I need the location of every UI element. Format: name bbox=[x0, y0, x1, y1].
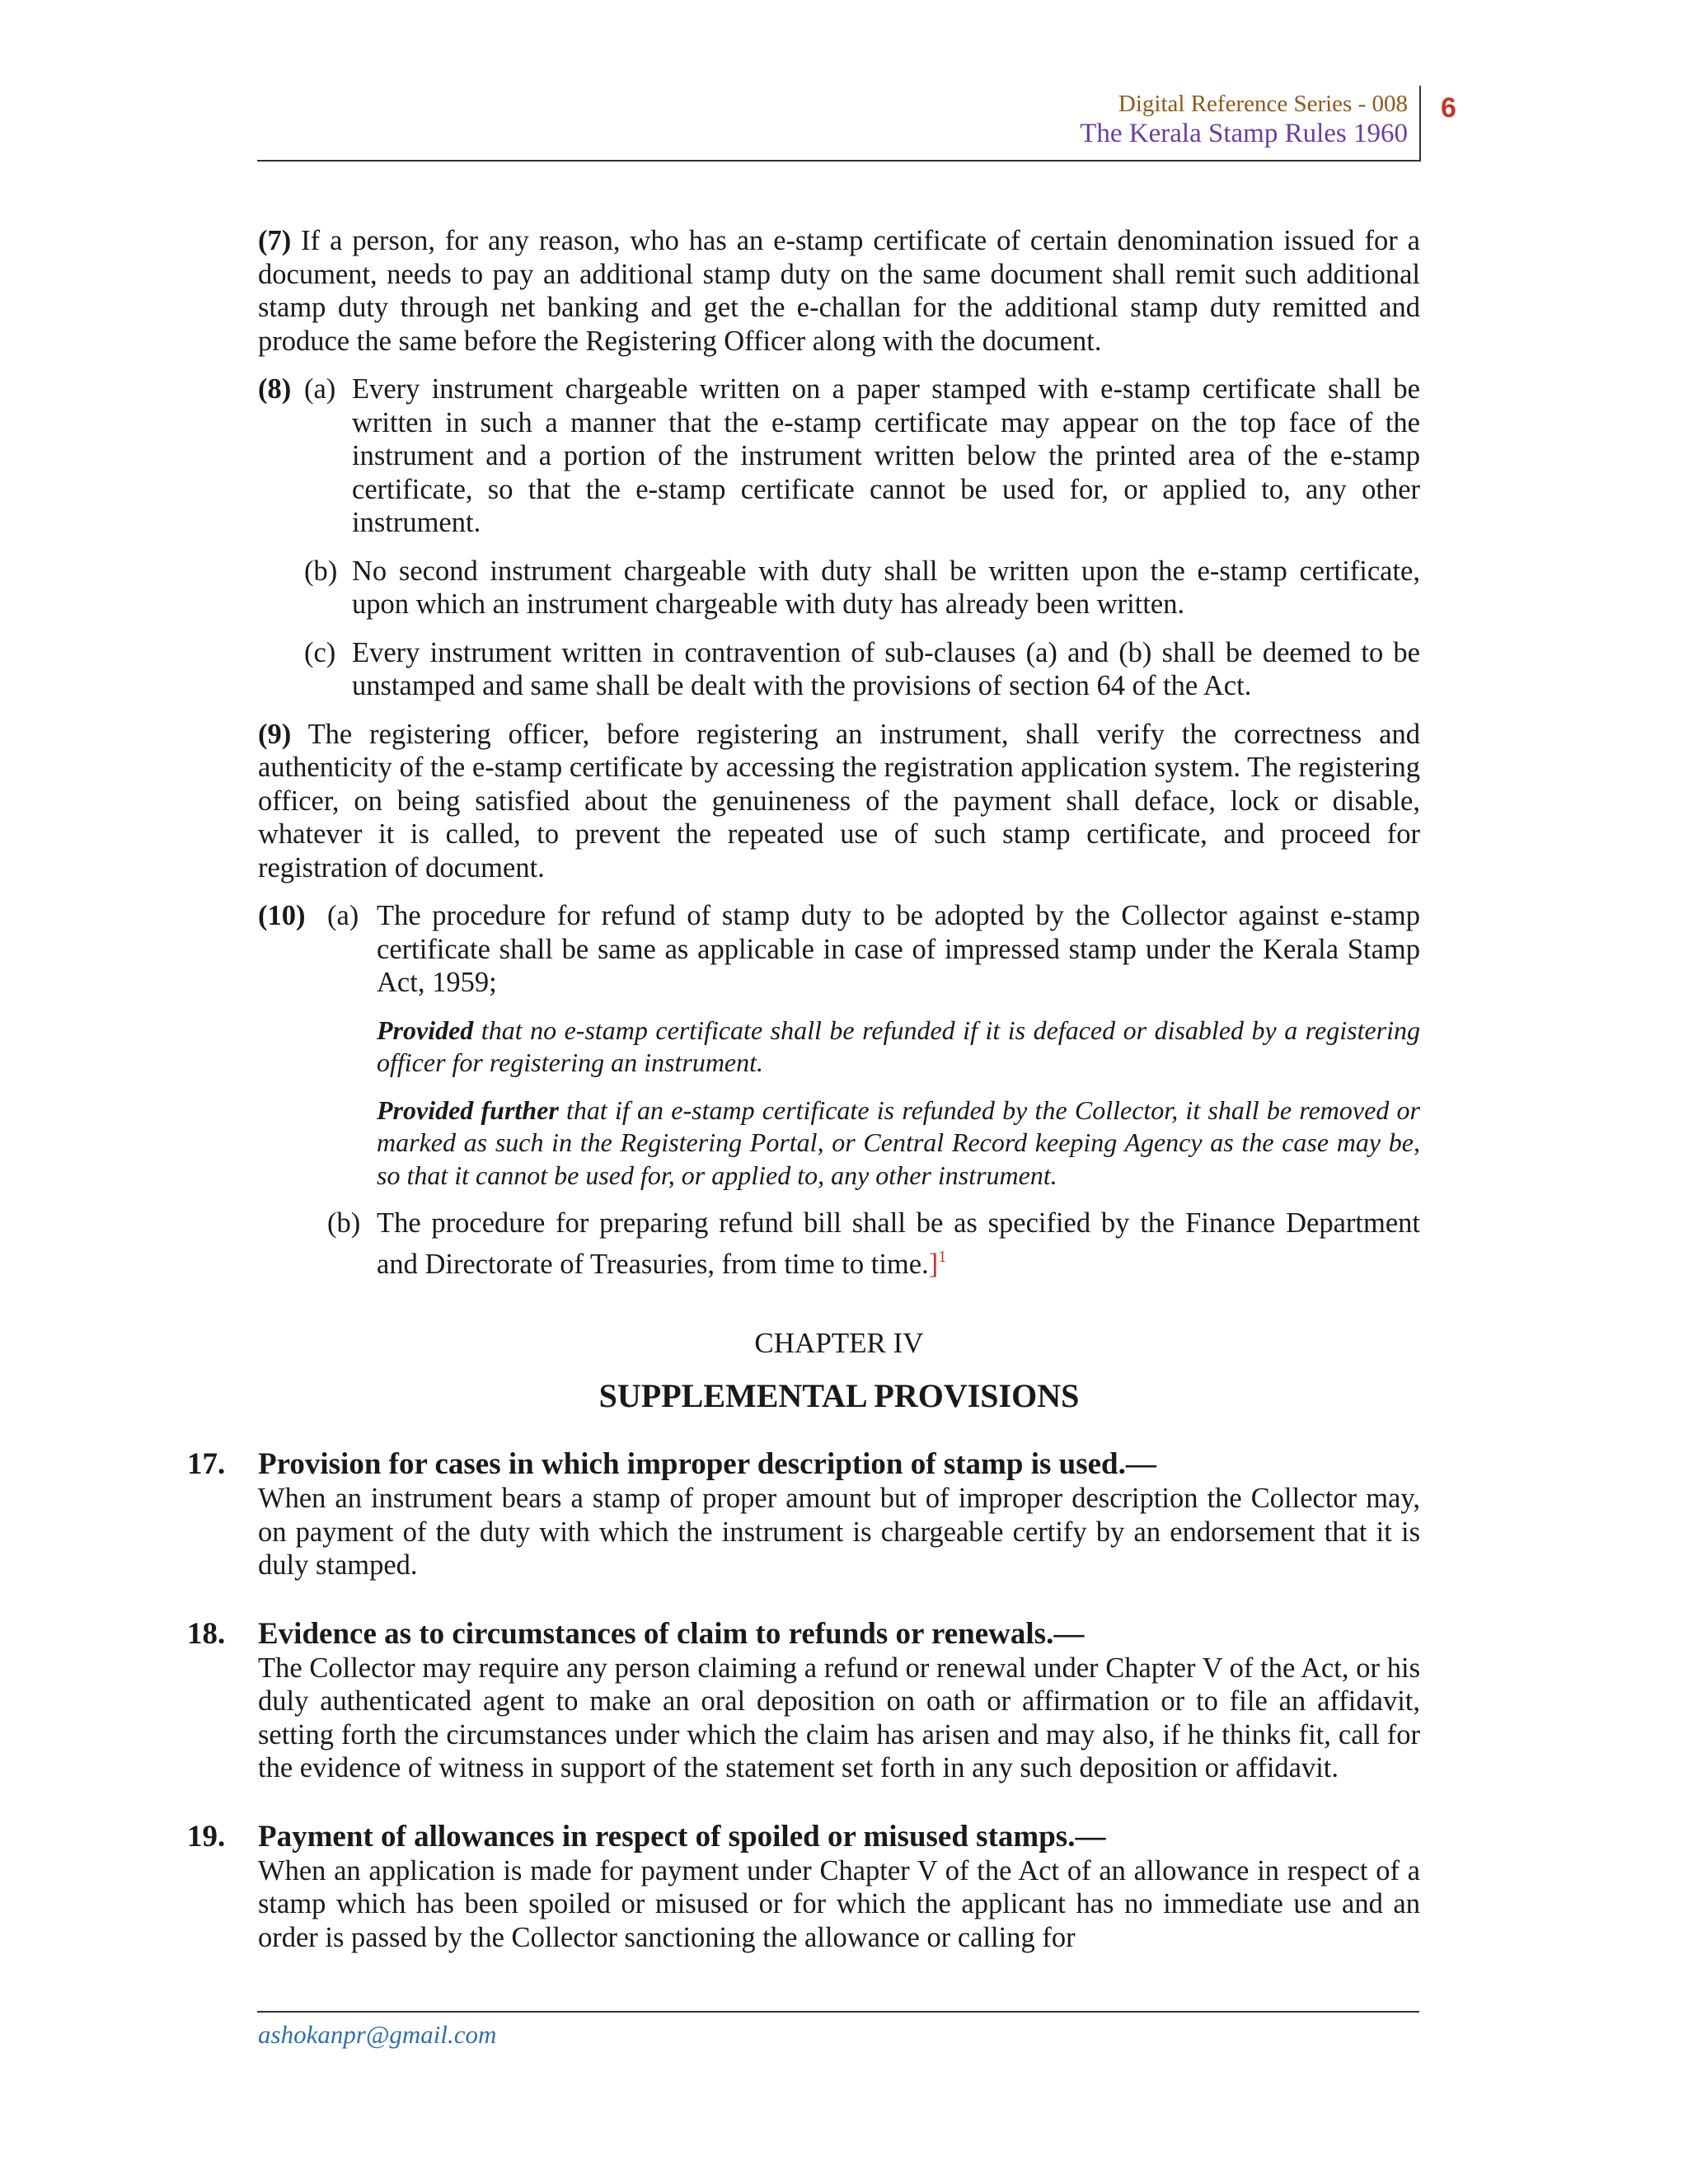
proviso-2 bbox=[258, 1094, 1420, 1193]
section-text: When an application is made for payment under Chapter V of the Act of an allowance in respect of a stamp which has been spoiled or misused or for which the applicant has no immediate use and an order is passed by the Collector sanctioning the allowance or calling for bbox=[258, 1854, 1420, 1953]
clause-8-number: (8) bbox=[258, 373, 292, 405]
clause-9-number: (9) bbox=[258, 718, 292, 750]
proviso-1-lead: Provided bbox=[377, 1015, 474, 1045]
section-heading: Evidence as to circumstances of claim to refunds or renewals.— bbox=[258, 1616, 1085, 1651]
clause-8 bbox=[258, 373, 1420, 703]
clause-10-b-text: The procedure for preparing refund bill shall be as specified by the Finance Department and Directorate of Treasuries, from time to time. bbox=[377, 1207, 1420, 1280]
section-number: 19. bbox=[187, 1819, 226, 1854]
clause-9-text: The registering officer, before registering an instrument, shall verify the correctness and authenticity of the e-stamp certificate by accessing the registration application system. The registering officer, on being satisfied about the genuineness of the payment shall deface, lock or disable, whatever it is called, to prevent the repeated use of such stamp certificate, and proceed for registration of document. bbox=[258, 718, 1420, 883]
section-text: The Collector may require any person claiming a refund or renewal under Chapter V of the Act, or his duly authenticated agent to make an oral deposition on oath or affirmation or to file an affidavit, setting forth the circumstances under which the claim has arisen and may also, if he thinks fit, call for the evidence of witness in support of the statement set forth in any such deposition or affidavit. bbox=[258, 1652, 1420, 1783]
clause-7-text: If a person, for any reason, who has an e-stamp certificate of certain denomination issued for a document, needs to pay an additional stamp duty on the same document shall remit such additional stamp duty through net banking and get the e-challan for the additional stamp duty remitted and produce the same before the Registering Officer along with the document. bbox=[258, 225, 1420, 357]
clause-8-c bbox=[258, 636, 1420, 703]
page-header bbox=[257, 86, 1419, 162]
clause-8-b-label: (b) bbox=[304, 555, 338, 587]
section-text: When an instrument bears a stamp of proper amount but of improper description the Collector may, on payment of the duty with which the instrument is chargeable certify by an endorsement that it is duly stamped. bbox=[258, 1483, 1420, 1581]
clause-8-a-text: Every instrument chargeable written on a paper stamped with e-stamp certificate shall be written in such a manner that the e-stamp certificate may appear on the top face of the instrument and a portion of the instrument written below the printed area of the e-stamp certificate, so that the e-stamp certificate cannot be used for, or applied to, any other instrument. bbox=[352, 373, 1420, 538]
section-19 bbox=[187, 1819, 1420, 1955]
clause-10-b-label: (b) bbox=[327, 1207, 361, 1239]
clause-10-a-text: The procedure for refund of stamp duty to be adopted by the Collector against e-stamp certificate shall be same as applicable in case of impressed stamp under the Kerala Stamp Act, 1959; bbox=[377, 900, 1420, 998]
chapter-label: CHAPTER IV bbox=[754, 1327, 924, 1359]
clause-8-b-text: No second instrument chargeable with duty shall be written upon the e-stamp certificate, upon which an instrument chargeable with duty has already been written. bbox=[352, 555, 1420, 620]
section-heading: Provision for cases in which improper description of stamp is used.— bbox=[258, 1447, 1156, 1481]
clause-7-number: (7) bbox=[258, 225, 292, 256]
clause-8-a bbox=[258, 373, 1420, 540]
header-divider bbox=[1419, 86, 1421, 162]
clause-10 bbox=[258, 899, 1420, 1281]
clause-10-b bbox=[258, 1207, 1420, 1281]
clause-7 bbox=[258, 224, 1420, 358]
section-17 bbox=[187, 1447, 1420, 1582]
clause-10-a bbox=[258, 899, 1420, 1000]
clause-10-a-label: (a) bbox=[327, 900, 359, 931]
clause-8-c-text: Every instrument written in contravention of sub-clauses (a) and (b) shall be deemed to be unstamped and same shall be dealt with the provisions of section 64 of the Act. bbox=[352, 636, 1420, 701]
header-title: The Kerala Stamp Rules 1960 bbox=[1080, 119, 1408, 148]
clause-8-c-label: (c) bbox=[304, 636, 336, 668]
footer-email[interactable]: ashokanpr@gmail.com bbox=[258, 2020, 497, 2049]
proviso-2-lead: Provided further bbox=[377, 1094, 559, 1125]
chapter-title: SUPPLEMENTAL PROVISIONS bbox=[598, 1377, 1080, 1414]
proviso-1-text: that no e-stamp certificate shall be refunded if it is defaced or disabled by a registering officer for registering an instrument. bbox=[377, 1015, 1420, 1077]
clause-10-number: (10) bbox=[258, 900, 306, 931]
header-series: Digital Reference Series - 008 bbox=[1118, 91, 1408, 117]
document-body bbox=[187, 224, 1421, 1989]
section-18 bbox=[187, 1616, 1420, 1785]
clause-8-a-label: (a) bbox=[304, 373, 336, 405]
footnote-reference[interactable]: 1 bbox=[938, 1247, 947, 1266]
footer-rule bbox=[257, 2011, 1419, 2013]
section-heading: Payment of allowances in respect of spoiled or misused stamps.— bbox=[258, 1819, 1106, 1854]
page-number: 6 bbox=[1441, 92, 1456, 124]
proviso-1 bbox=[258, 1015, 1420, 1080]
section-number: 17. bbox=[187, 1447, 226, 1481]
section-number: 18. bbox=[187, 1616, 226, 1651]
clause-9 bbox=[258, 718, 1420, 885]
clause-8-b bbox=[258, 555, 1420, 621]
proviso-2-text: that if an e-stamp certificate is refunded by the Collector, it shall be removed or marked as such in the Registering Portal, or Central Record keeping Agency as the case may be, so that it cannot be used for, or applied to, any other instrument. bbox=[377, 1094, 1421, 1190]
amendment-bracket: ] bbox=[928, 1248, 939, 1280]
